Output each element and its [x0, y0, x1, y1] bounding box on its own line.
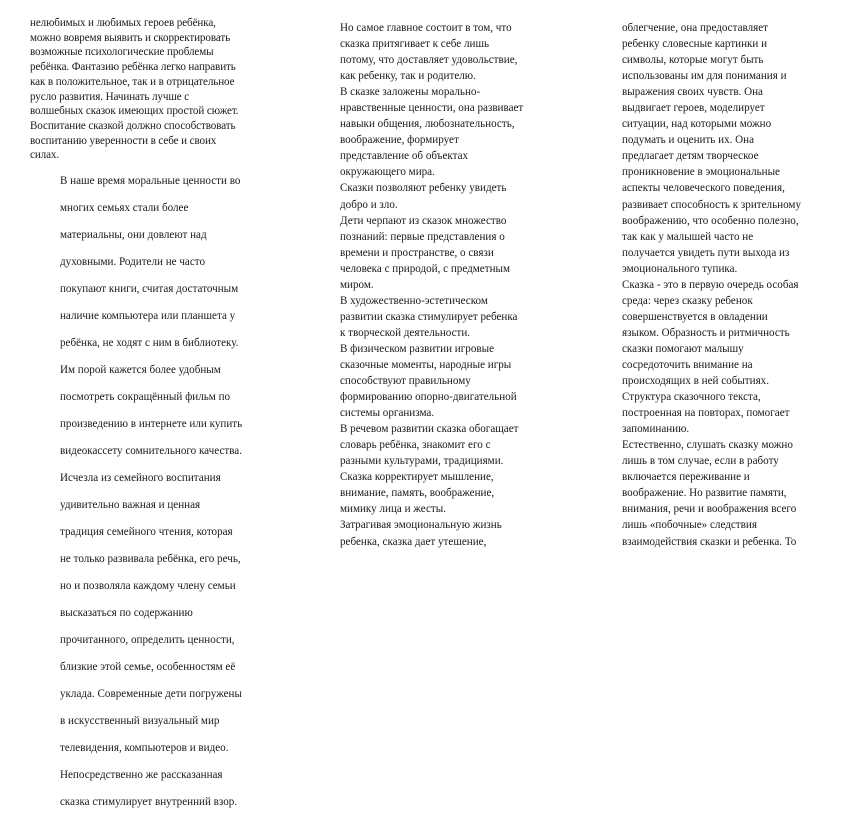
column-1-lower-paragraph	[60, 174, 272, 811]
text-line: символы, которые могут быть	[622, 54, 764, 67]
text-line: добро и зло.	[340, 198, 398, 211]
text-line: в искусственный визуальный мир	[60, 715, 220, 728]
text-line: развитии сказка стимулирует ребенка	[340, 310, 518, 323]
text-line: словарь ребёнка, знакомит его с	[340, 439, 491, 452]
column-1-top-paragraph	[30, 0, 272, 163]
text-line: нелюбимых и любимых героев ребёнка,	[30, 17, 216, 29]
text-line: получается увидеть пути выхода из	[622, 246, 790, 259]
text-line: среда: через сказку ребенок	[622, 294, 753, 307]
text-line: В физическом развитии игровые	[340, 342, 494, 355]
text-line: познаний: первые представления о	[340, 230, 505, 243]
text-line: традиция семейного чтения, которая	[60, 526, 233, 539]
text-line: В сказке заложены морально-	[340, 86, 481, 99]
text-line: разными культурами, традициями.	[340, 455, 504, 468]
text-line: телевидения, компьютеров и видео.	[60, 742, 229, 755]
text-line: материальны, они довлеют над	[60, 229, 207, 242]
text-line: сказка стимулирует внутренний взор.	[60, 796, 238, 809]
text-line: высказаться по содержанию	[60, 607, 193, 620]
text-line: Сказка корректирует мышление,	[340, 471, 494, 484]
text-line: Исчезла из семейного воспитания	[60, 472, 221, 485]
text-line: уклада. Современные дети погружены	[60, 688, 242, 701]
text-line: многих семьях стали более	[60, 202, 189, 215]
text-line: Непосредственно же рассказанная	[60, 769, 223, 782]
text-line: воображению, что особенно полезно,	[622, 214, 799, 227]
text-line: совершенствуется в овладении	[622, 310, 768, 323]
text-line: предлагает детям творческое	[622, 150, 759, 163]
text-line: человека с природой, с предметным	[340, 262, 510, 275]
column-2	[340, 0, 572, 550]
column-1	[30, 0, 272, 822]
text-line: Затрагивая эмоциональную жизнь	[340, 519, 502, 532]
text-line: к творческой деятельности.	[340, 326, 471, 339]
text-line: силах.	[30, 149, 60, 162]
text-line: как в положительное, так и в отрицательное	[30, 75, 235, 88]
text-line: воображение, формирует	[340, 134, 459, 147]
text-line: прочитанного, определить ценности,	[60, 634, 235, 647]
text-line: внимания, речи и воображения всего	[622, 503, 797, 516]
text-line: посмотреть сокращённый фильм по	[60, 391, 231, 404]
text-line: облегчение, она предоставляет	[622, 22, 769, 34]
text-line: ребёнка, не ходят с ним в библиотеку.	[60, 337, 239, 350]
text-line: окружающего мира.	[340, 166, 435, 179]
text-line: Сказки позволяют ребенку увидеть	[340, 182, 507, 195]
text-line: русло развития. Начинать лучше с	[30, 90, 190, 103]
text-line: произведению в интернете или купить	[60, 418, 243, 431]
text-line: духовными. Родители не часто	[60, 256, 206, 269]
text-line: выдвигает героев, моделирует	[622, 102, 765, 115]
text-line: В речевом развитии сказка обогащает	[340, 423, 519, 436]
text-line: но и позволяла каждому члену семьи	[60, 580, 236, 593]
text-line: запоминанию.	[622, 423, 690, 436]
text-line: Сказка - это в первую очередь особая	[622, 278, 799, 291]
text-line: лишь в том случае, если в работу	[622, 455, 779, 468]
text-line: ребёнка. Фантазию ребёнка легко направить	[30, 61, 236, 74]
text-line: сказочные моменты, народные игры	[340, 358, 512, 371]
text-line: внимание, память, воображение,	[340, 487, 495, 500]
column-3	[622, 0, 822, 550]
text-line: подумать и оценить их. Она	[622, 134, 755, 147]
text-line: формированию опорно-двигательной	[340, 391, 517, 404]
text-line: Структура сказочного текста,	[622, 391, 761, 404]
text-line: построенная на повторах, помогает	[622, 407, 790, 420]
text-line: как ребенку, так и родителю.	[340, 70, 476, 83]
text-line: ситуации, над которыми можно	[622, 118, 772, 131]
text-line: представление об объектах	[340, 150, 469, 163]
text-line: системы организма.	[340, 407, 435, 420]
text-line: мимику лица и жесты.	[340, 503, 447, 516]
text-line: волшебных сказок имеющих простой сюжет.	[30, 105, 239, 118]
text-line: сосредоточить внимание на	[622, 358, 753, 371]
text-line: включается переживание и	[622, 471, 750, 484]
text-line: ребенку словесные картинки и	[622, 38, 768, 51]
text-line: сказка притягивает к себе лишь	[340, 38, 490, 51]
text-line: наличие компьютера или планшета у	[60, 310, 236, 323]
text-line: выражения своих чувств. Она	[622, 86, 763, 99]
text-line: Но самое главное состоит в том, что	[340, 22, 512, 34]
text-line: проникновение в эмоциональные	[622, 166, 780, 179]
text-line: близкие этой семье, особенностям её	[60, 661, 236, 674]
text-line: не только развивала ребёнка, его речь,	[60, 553, 241, 566]
text-line: видеокассету сомнительного качества.	[60, 445, 243, 458]
text-line: времени и пространстве, о связи	[340, 246, 494, 259]
text-line: взаимодействия сказки и ребенка. То	[622, 535, 797, 548]
text-line: ребенка, сказка дает утешение,	[340, 535, 487, 548]
text-line: происходящих в ней событиях.	[622, 375, 770, 388]
text-line: сказки помогают малышу	[622, 342, 744, 355]
text-line: воспитанию уверенности в себе и своих	[30, 134, 217, 147]
text-line: удивительно важная и ценная	[60, 499, 201, 512]
text-line: языком. Образность и ритмичность	[622, 326, 790, 339]
text-line: возможные психологические проблемы	[30, 46, 214, 59]
text-line: можно вовремя выявить и скорректировать	[30, 31, 231, 44]
text-line: так как у малышей часто не	[622, 230, 754, 243]
text-line: эмоционального тупика.	[622, 262, 738, 275]
text-line: способствуют правильному	[340, 375, 471, 388]
text-line: Естественно, слушать сказку можно	[622, 439, 793, 452]
text-line: нравственные ценности, она развивает	[340, 102, 524, 115]
text-line: потому, что доставляет удовольствие,	[340, 54, 518, 67]
text-line: Им порой кажется более удобным	[60, 364, 221, 377]
text-line: Воспитание сказкой должно способствовать	[30, 119, 236, 132]
text-line: В наше время моральные ценности во	[60, 175, 241, 188]
text-line: развивает способность к зрительному	[622, 198, 801, 211]
text-line: навыки общения, любознательность,	[340, 118, 515, 131]
text-line: В художественно-эстетическом	[340, 294, 488, 307]
text-line: использованы им для понимания и	[622, 70, 787, 83]
text-line: Дети черпают из сказок множество	[340, 214, 507, 227]
text-line: покупают книги, считая достаточным	[60, 283, 239, 296]
text-line: аспекты человеческого поведения,	[622, 182, 785, 195]
text-line: лишь «побочные» следствия	[622, 519, 757, 532]
text-line: миром.	[340, 278, 374, 291]
text-line: воображение. Но развитие памяти,	[622, 487, 787, 500]
